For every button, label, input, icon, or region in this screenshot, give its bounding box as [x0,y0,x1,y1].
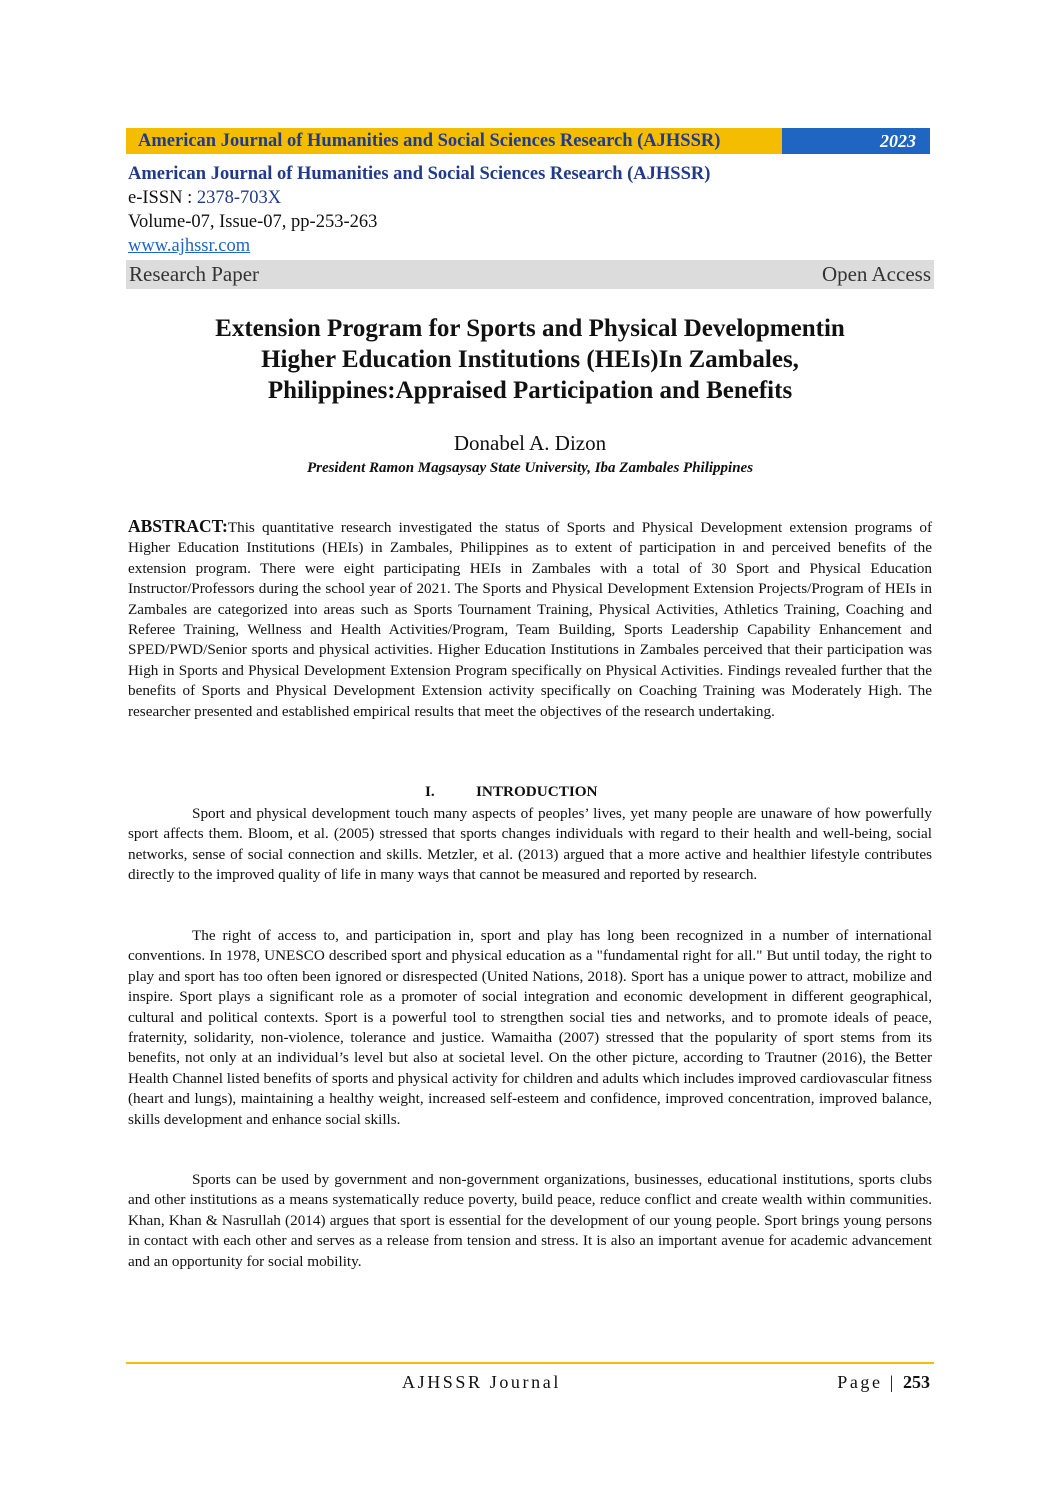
section-title: INTRODUCTION [476,783,598,800]
journal-name: American Journal of Humanities and Social Sciences Research (AJHSSR) [128,164,711,184]
abstract [128,516,932,722]
title-line: Philippines:Appraised Participation and Benefits [267,377,793,404]
journal-info [128,162,932,258]
author-affiliation: President Ramon Magsaysay State University, Iba Zambales Philippines [306,460,754,476]
header-journal-name: American Journal of Humanities and Social Sciences Research (AJHSSR) [126,128,782,154]
abstract-label: ABSTRACT: [128,516,228,536]
paper-type-bar [126,260,934,289]
author-name: Donabel A. Dizon [453,431,607,455]
access-type-label: Open Access [821,262,931,286]
footer-rule [126,1362,934,1364]
body-paragraph: The right of access to, and participation in, sport and play has long been recognized in a number of international conventions. In 1978, UNESCO described sport and physical education as a "fundamental right for all." But until today, the right to play and sport has too often been ignored or disrespected (United Nations, 2018). Sport has a unique power to attract, mobilize and inspire. Sport plays a significant role as a promoter of social integration and economic development in different geographical, cultural and political contexts. Sport is a powerful tool to strengthen social ties and networks, and to promote ideals of peace, fraternity, solidarity, non-violence, tolerance and justice. Wamaitha (2007) stressed that the popularity of sport stems from its benefits, not only at an individual’s level but also at societal level. On the other picture, according to Trautner (2016), the Better Health Channel listed benefits of sports and physical activity for children and adults which includes improved cardiovascular fitness (heart and lungs), maintaining a healthy weight, increased self-esteem and confidence, improved concentration, improved balance, skills development and enhance social skills. [128,927,932,1128]
title-line: Extension Program for Sports and Physical Developmentin [215,315,845,342]
section-number: I. [425,783,435,800]
paper-type-label: Research Paper [129,262,260,286]
body-paragraph: Sport and physical development touch many aspects of peoples’ lives, yet many people are unaware of how powerfully sport affects them. Bloom, et al. (2005) stressed that sports changes individuals with regard to their health and well-being, social networks, sense of social connection and skills. Metzler, et al. (2013) argued that a more active and healthier lifestyle contributes directly to the improved quality of life in many ways that cannot be measured and reported by research. [128,805,932,884]
issn-line [128,186,932,210]
page-label: Page | [837,1372,903,1392]
page-footer [126,1372,930,1398]
footer-journal: AJHSSR Journal [402,1372,561,1392]
volume-line: Volume-07, Issue-07, pp-253-263 [128,212,378,232]
body-paragraph: Sports can be used by government and non-government organizations, businesses, educational institutions, sports clubs and other institutions as a means systematically reduce poverty, build peace, reduce conflict and create wealth within communities. Khan, Khan & Nasrullah (2014) argues that sport is essential for the development of our young people. Sport brings young persons in contact with each other and serves as a release from tension and stress. It is also an important avenue for academic advancement and an opportunity for social mobility. [128,1171,932,1270]
title-line: Higher Education Institutions (HEIs)In Zambales, [261,346,799,373]
page-number: 253 [903,1372,930,1392]
paper-title [128,313,932,406]
header-year: 2023 [782,128,930,154]
issn-label: e-ISSN : [128,188,197,208]
section-heading [128,783,932,803]
abstract-text: This quantitative research investigated the status of Sports and Physical Development extension programs of Higher Education Institutions (HEIs) in Zambales, Philippines as to extent of participation in and perceived benefits of the extension program. There were eight participating HEIs in Zambales with a total of 30 Sport and Physical Education Instructor/Professors during the school year of 2021. The Sports and Physical Development Extension Projects/Program of HEIs in Zambales are categorized into areas such as Sports Tournament Training, Physical Activities, Athletics Training, Coaching and Referee Training, Wellness and Health Activities/Program, Team Building, Sports Leadership Capability Enhancement and SPED/PWD/Senior sports and physical activities. Higher Education Institutions in Zambales perceived that their participation was High in Sports and Physical Development Extension Program specifically on Physical Activities. Findings revealed further that the benefits of Sports and Physical Development Extension activity specifically on Coaching Training was Moderately High. The researcher presented and established empirical results that meet the objectives of the research undertaking. [128,519,932,720]
issn-value: 2378-703X [196,188,282,208]
running-header [126,128,930,154]
journal-url-link[interactable]: www.ajhssr.com [128,236,251,256]
footer-page [837,1372,930,1393]
